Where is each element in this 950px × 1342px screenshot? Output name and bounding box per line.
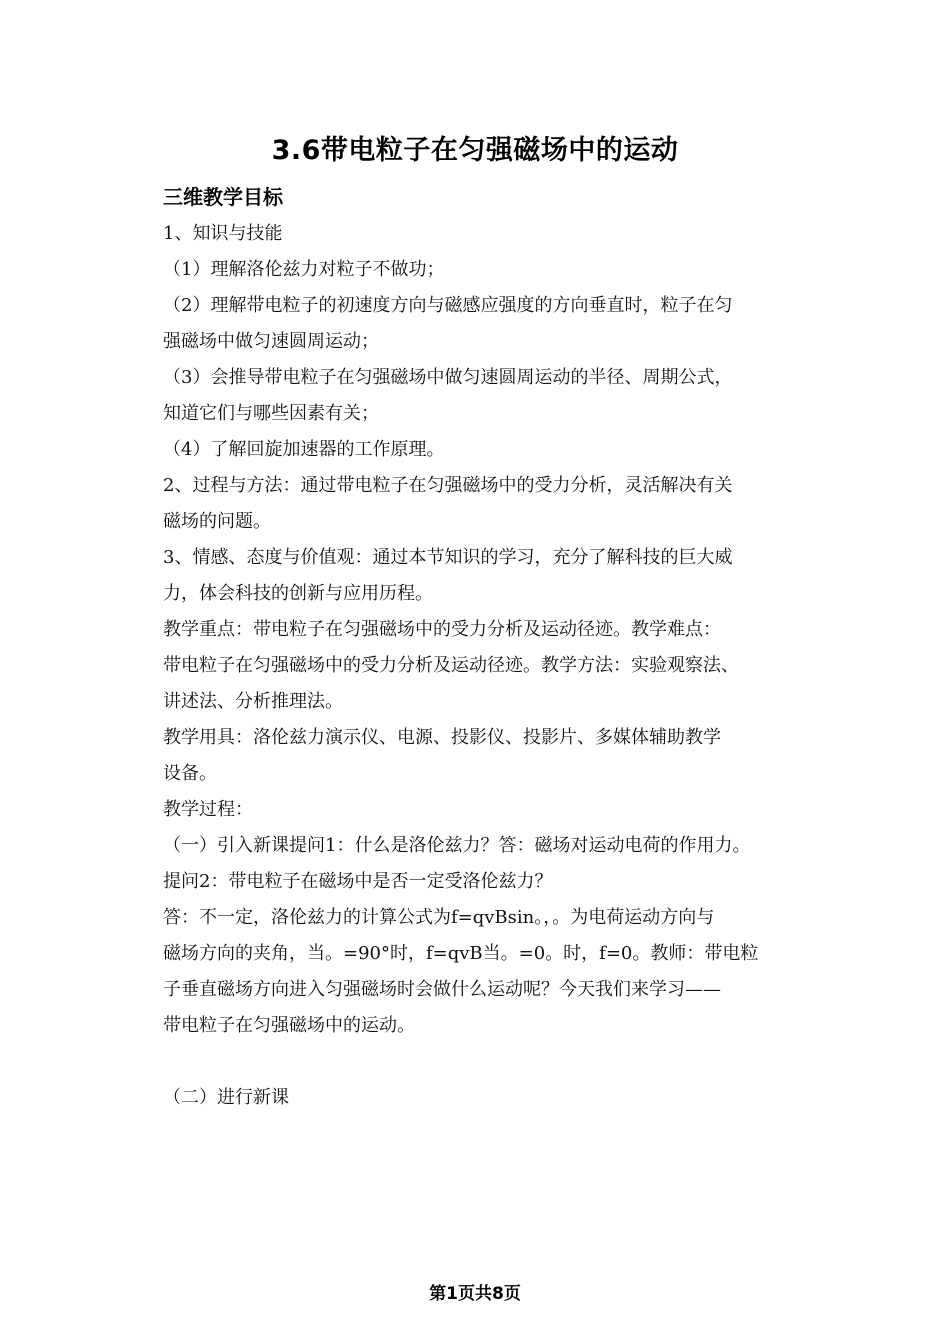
body-line: （1）理解洛伦兹力对粒子不做功； xyxy=(163,259,445,280)
body-line: 带电粒子在匀强磁场中的受力分析及运动径迹。教学方法：实验观察法、 xyxy=(163,655,739,676)
body-line: 力，体会科技的创新与应用历程。 xyxy=(163,583,433,604)
body-line-final: （二）进行新课 xyxy=(163,1087,289,1108)
body-line: 讲述法、分析推理法。 xyxy=(163,691,343,712)
body-line: （3）会推导带电粒子在匀强磁场中做匀速圆周运动的半径、周期公式， xyxy=(163,367,733,388)
body-line: 提问2：带电粒子在磁场中是否一定受洛伦兹力？ xyxy=(163,871,553,892)
body-line: 带电粒子在匀强磁场中的运动。 xyxy=(163,1015,415,1036)
body-line: （2）理解带电粒子的初速度方向与磁感应强度的方向垂直时，粒子在匀 xyxy=(163,295,733,316)
body-line: 答：不一定，洛伦兹力的计算公式为f=qvBsin。，。为电荷运动方向与 xyxy=(163,907,715,928)
body-line: 教学用具：洛伦兹力演示仪、电源、投影仪、投影片、多媒体辅助教学 xyxy=(163,727,721,748)
body-line: 2、过程与方法：通过带电粒子在匀强磁场中的受力分析，灵活解决有关 xyxy=(163,475,733,496)
paragraph-spacer xyxy=(163,1044,808,1080)
body-line: 教学重点：带电粒子在匀强磁场中的受力分析及运动径迹。教学难点： xyxy=(163,619,721,640)
body-line: 1、知识与技能 xyxy=(163,223,283,244)
document-body xyxy=(163,216,808,1116)
document-title: 3.6带电粒子在匀强磁场中的运动 xyxy=(271,135,679,166)
body-line: 子垂直磁场方向进入匀强磁场时会做什么运动呢？今天我们来学习—— xyxy=(163,979,721,1000)
body-line: 磁场的问题。 xyxy=(163,511,271,532)
body-line: 设备。 xyxy=(163,763,217,784)
body-line: 知道它们与哪些因素有关； xyxy=(163,403,379,424)
section-heading: 三维教学目标 xyxy=(163,185,283,209)
body-line: 磁场方向的夹角，当。=90°时，f=qvB当。=0。时，f=0。教师：带电粒 xyxy=(163,943,759,964)
body-line: （一）引入新课提问1：什么是洛伦兹力？答：磁场对运动电荷的作用力。 xyxy=(163,835,751,856)
page-footer: 第1页共8页 xyxy=(429,1284,521,1304)
body-line: 3、情感、态度与价值观：通过本节知识的学习，充分了解科技的巨大威 xyxy=(163,547,733,568)
body-line: （4）了解回旋加速器的工作原理。 xyxy=(163,439,445,460)
body-line: 教学过程： xyxy=(163,799,253,820)
body-line: 强磁场中做匀速圆周运动； xyxy=(163,331,379,352)
